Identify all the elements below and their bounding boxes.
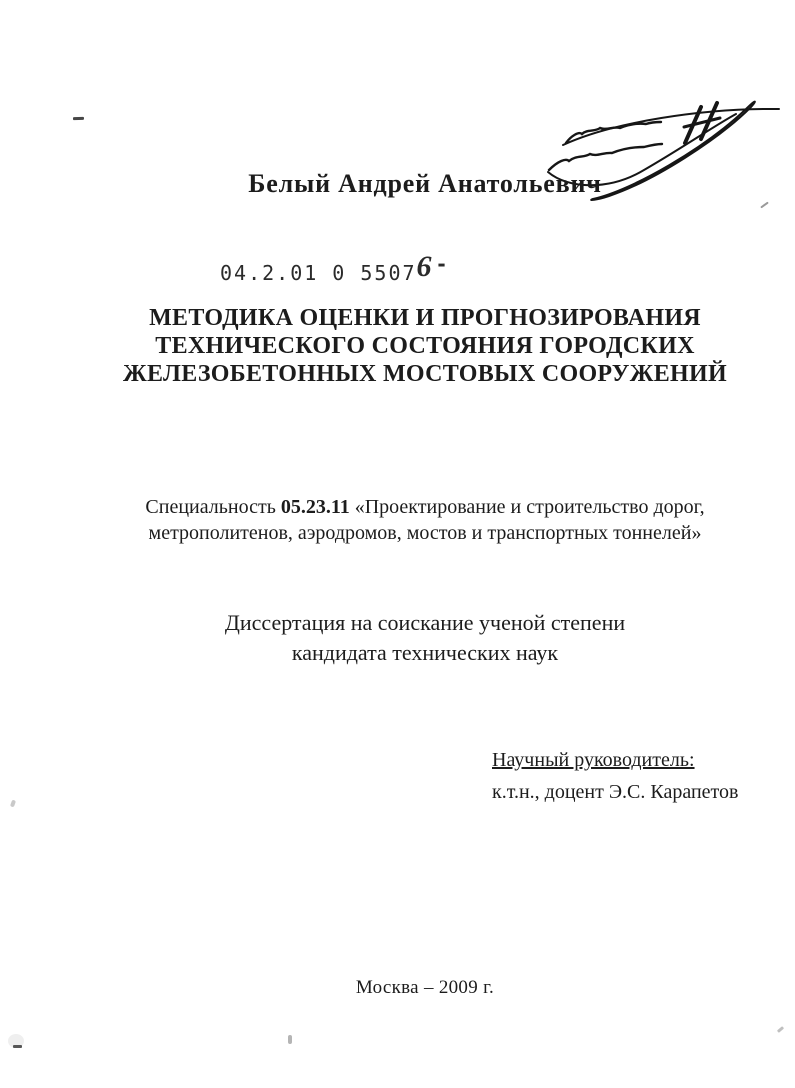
registration-stamp	[220, 250, 450, 288]
scan-speck	[10, 800, 16, 808]
city-year: Москва – 2009 г.	[355, 977, 495, 998]
supervisor-label: Научный руководитель:	[492, 749, 695, 771]
dissertation-title	[55, 304, 795, 388]
scan-speck	[777, 1026, 784, 1033]
scan-speck	[13, 1045, 22, 1048]
stamp-handwritten-digit: 6	[416, 250, 432, 283]
stamp-dash: -	[435, 252, 450, 276]
specialty-line-2: метрополитенов, аэродромов, мостов и транспортных тоннелей»	[148, 522, 702, 544]
degree-line-1: Диссертация на соискание ученой степени	[224, 610, 626, 635]
specialty-prefix: Специальность	[145, 496, 281, 518]
degree-statement	[55, 608, 795, 668]
title-line-3: ЖЕЛЕЗОБЕТОННЫХ МОСТОВЫХ СООРУЖЕНИЙ	[123, 361, 727, 387]
title-line-2: ТЕХНИЧЕСКОГО СОСТОЯНИЯ ГОРОДСКИХ	[155, 333, 695, 359]
supervisor-name: к.т.н., доцент Э.С. Карапетов	[492, 781, 739, 803]
supervisor-block	[492, 749, 738, 804]
scan-speck	[288, 1035, 292, 1044]
author-name: Белый Андрей Анатольевич	[248, 169, 602, 198]
specialty-rest: «Проектирование и строительство дорог,	[349, 496, 705, 518]
degree-line-2: кандидата технических наук	[291, 640, 559, 665]
specialty-code: 05.23.11	[280, 496, 350, 518]
stamp-group-2: 0 5507	[332, 261, 417, 285]
scan-speck	[73, 117, 84, 120]
specialty-block	[55, 494, 795, 546]
stamp-group-1: 04.2.01	[220, 261, 319, 285]
specialty-line-1	[55, 494, 795, 520]
title-line-1: МЕТОДИКА ОЦЕНКИ И ПРОГНОЗИРОВАНИЯ	[149, 305, 701, 331]
